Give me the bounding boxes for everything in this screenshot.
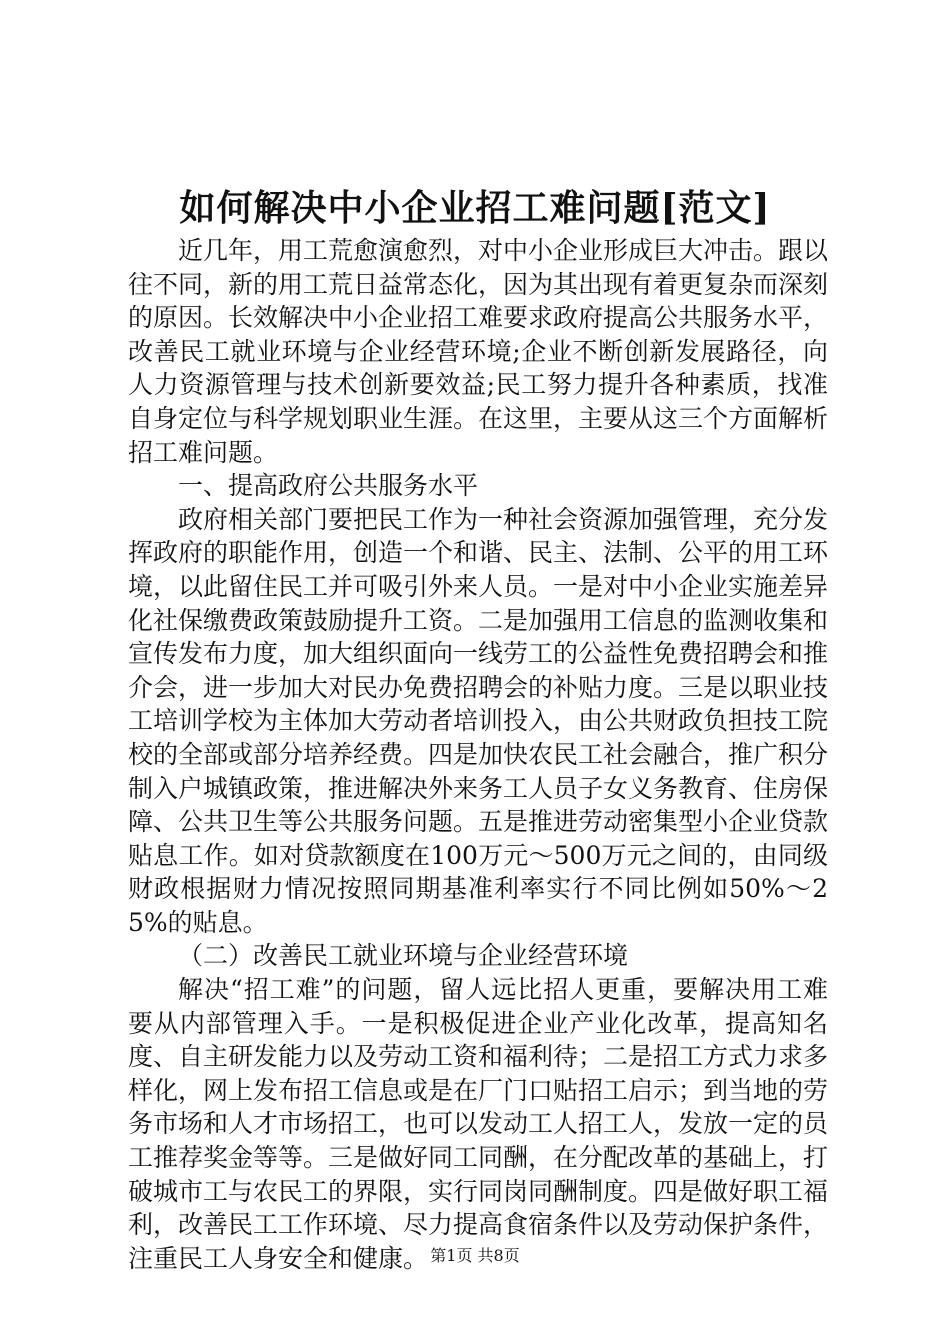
document-body [128,234,828,1275]
document-title: 如何解决中小企业招工难问题[范文] [179,187,771,229]
intro-paragraph: 近几年，用工荒愈演愈烈，对中小企业形成巨大冲击。跟以往不同，新的用工荒日益常态化，因为其出现有着更复杂而深刻的原因。长效解决中小企业招工难要求政府提高公共服务水平，改善民工就业环境与企业经营环境;企业不断创新发展路径，向人力资源管理与技术创新要效益;民工努力提升各种素质，找准自身定位与科学规划职业生涯。在这里，主要从这三个方面解析招工难问题。 [128,236,829,467]
section-heading-1: 一、提高政府公共服务水平 [178,471,479,501]
page-footer: 第1页 共8页 [430,1246,520,1265]
section-heading-2: （二）改善民工就业环境与企业经营环境 [178,941,629,971]
section-paragraph-1: 政府相关部门要把民工作为一种社会资源加强管理，充分发挥政府的职能作用，创造一个和谐、民主、法制、公平的用工环境，以此留住民工并可吸引外来人员。一是对中小企业实施差异化社保缴费政策鼓励提升工资。二是加强用工信息的监测收集和宣传发布力度，加大组织面向一线劳工的公益性免费招聘会和推介会，进一步加大对民办免费招聘会的补贴力度。三是以职业技工培训学校为主体加大劳动者培训投入，由公共财政负担技工院校的全部或部分培养经费。四是加快农民工社会融合，推广积分制入户城镇政策，推进解决外来务工人员子女义务教育、住房保障、公共卫生等公共服务问题。五是推进劳动密集型小企业贷款贴息工作。如对贷款额度在100万元～500万元之间的，由同级财政根据财力情况按照同期基准利率实行不同比例如50%～25%的贴息。 [128,504,829,937]
section-paragraph-2: 解决“招工难”的问题，留人远比招人更重，要解决用工难要从内部管理入手。一是积极促进企业产业化改革，提高知名度、自主研发能力以及劳动工资和福利待；二是招工方式力求多样化，网上发布招工信息或是在厂门口贴招工启示；到当地的劳务市场和人才市场招工，也可以发动工人招工人，发放一定的员工推荐奖金等等。三是做好同工同酬，在分配改革的基础上，打破城市工与农民工的界限，实行同岗同酬制度。四是做好职工福利，改善民工工作环境、尽力提高食宿条件以及劳动保护条件，注重民工人身安全和健康。 [128,975,829,1273]
